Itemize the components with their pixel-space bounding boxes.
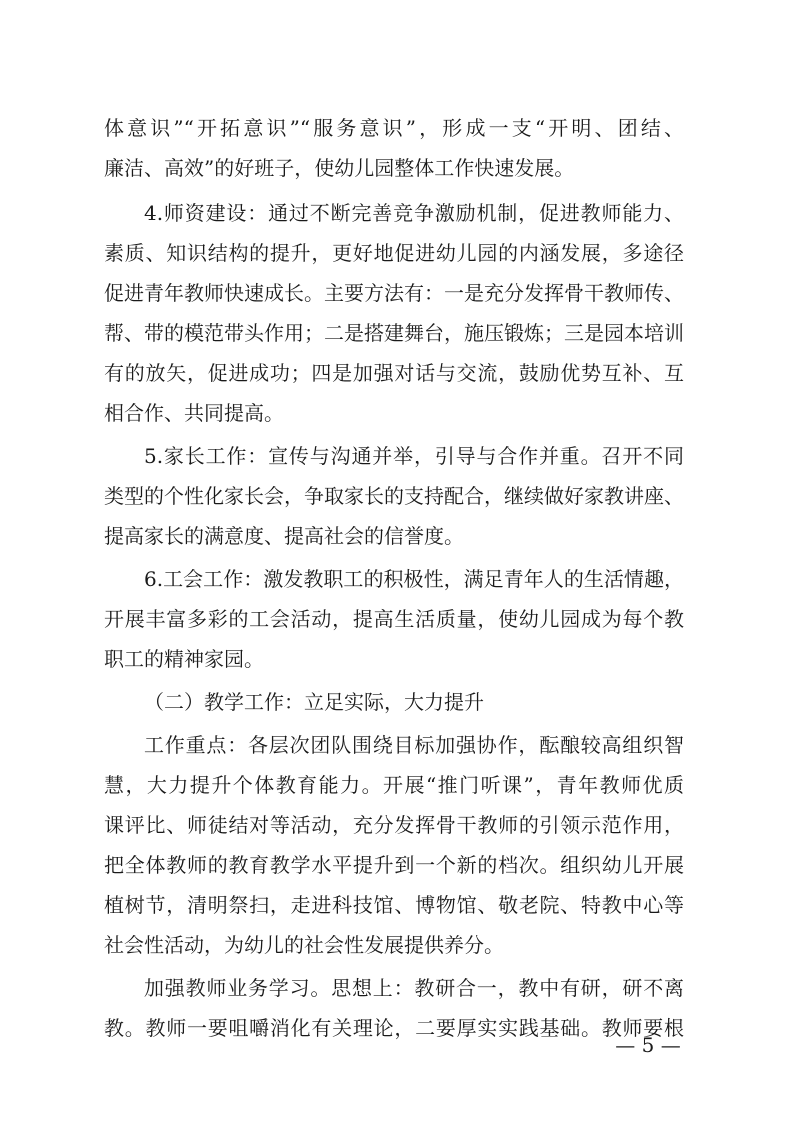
text-line: 相合作、共同提高。 [104, 401, 284, 425]
text-line: 社会性活动，为幼儿的社会性发展提供养分。 [104, 933, 504, 957]
text-line: 体意识”“开拓意识”“服务意识”，形成一支“开明、团结、 [104, 116, 684, 140]
text-line: 教。教师一要咀嚼消化有关理论，二要厚实实践基础。教师要根 [104, 1016, 684, 1040]
text-line: 素质、知识结构的提升，更好地促进幼儿园的内涵发展，多途径 [104, 241, 684, 265]
text-line: 促进青年教师快速成长。主要方法有：一是充分发挥骨干教师传、 [104, 281, 684, 305]
text-line: 提高家长的满意度、提高社会的信誉度。 [104, 524, 464, 548]
text-line: 慧，大力提升个体教育能力。开展“推门听课”，青年教师优质 [104, 773, 684, 797]
text-line: 把全体教师的教育教学水平提升到一个新的档次。组织幼儿开展 [104, 853, 684, 877]
text-line: 课评比、师徒结对等活动，充分发挥骨干教师的引领示范作用， [104, 813, 684, 837]
section-heading: （二）教学工作：立足实际，大力提升 [144, 690, 484, 714]
text-line: 植树节，清明祭扫，走进科技馆、博物馆、敬老院、特教中心等 [104, 893, 684, 917]
text-line: 4.师资建设：通过不断完善竞争激励机制，促进教师能力、 [144, 201, 684, 225]
text-line: 帮、带的模范带头作用；二是搭建舞台，施压锻炼；三是园本培训 [104, 321, 684, 345]
text-line: 类型的个性化家长会，争取家长的支持配合，继续做好家教讲座、 [104, 484, 684, 508]
text-line: 加强教师业务学习。思想上：教研合一，教中有研，研不离 [144, 976, 684, 1000]
text-line: 廉洁、高效”的好班子，使幼儿园整体工作快速发展。 [104, 156, 575, 180]
text-line: 开展丰富多彩的工会活动，提高生活质量，使幼儿园成为每个教 [104, 607, 684, 631]
text-line: 6.工会工作：激发教职工的积极性，满足青年人的生活情趣， [144, 567, 684, 591]
page-number: — 5 — [615, 1033, 681, 1057]
text-line: 有的放矢，促进成功；四是加强对话与交流，鼓励优势互补、互 [104, 361, 684, 385]
text-line: 职工的精神家园。 [104, 647, 264, 671]
text-line: 5.家长工作：宣传与沟通并举，引导与合作并重。召开不同 [144, 444, 684, 468]
text-line: 工作重点：各层次团队围绕目标加强协作，酝酿较高组织智 [144, 733, 684, 757]
